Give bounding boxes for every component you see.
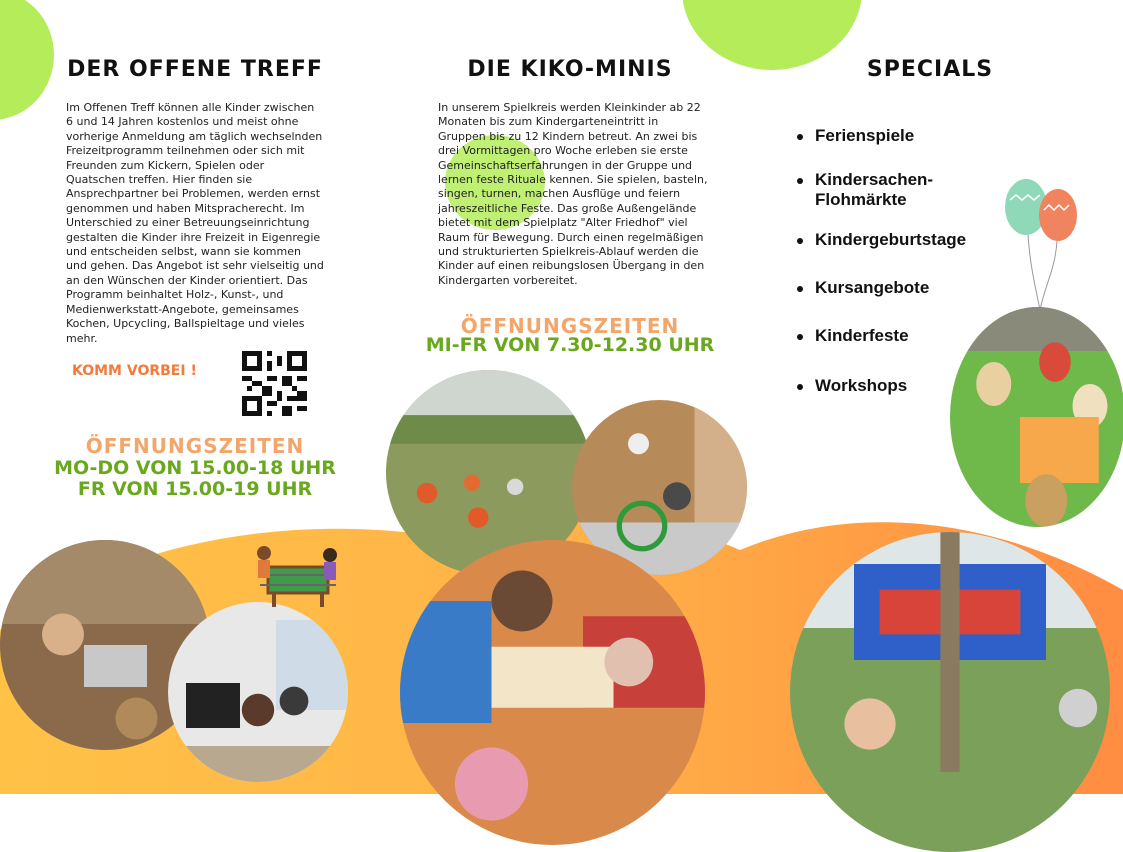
qr-code-icon [242, 351, 307, 416]
left-text: Im Offenen Treff können alle Kinder zwischen 6 und 14 Jahren kostenlos und meist ohne vorherige Anmeldung am täglich wechselnden Freizeitprogramm teilnehmen oder sich mit Freunden zum Kickern, Spielen oder Quatschen treffen. Hier finden sie Ansprechpartner bei Problemen, werden ernst genommen und haben Mitspracherecht. Im Unterschied zu einer Betreuungseinrichtung gestalten die Kinder ihre Freizeit in Eigenregie und entscheiden selbst, wann sie kommen und gehen. Das Angebot ist sehr vielseitig und an den Wünschen der Kinder orientiert. Das Programm beinhaltet Holz-, Kunst-, und Medienwerkstatt-Angebote, gemeinsames Kochen, Upcycling, Ballspieltage und vieles mehr. [66, 101, 324, 345]
specials-item: Kinderfeste [795, 326, 995, 346]
middle-heading: DIE KIKO-MINIS [467, 57, 673, 82]
specials-item: Workshops [795, 376, 995, 396]
specials-item: Kursangebote [795, 278, 995, 298]
left-hours-title: ÖFFNUNGSZEITEN [85, 434, 305, 458]
specials-item: Kindersachen-Flohmärkte [795, 170, 965, 210]
right-heading: SPECIALS [866, 57, 994, 82]
middle-hours-title: ÖFFNUNGSZEITEN [460, 314, 680, 338]
balloons-icon [1000, 175, 1085, 315]
photo-media-room [168, 602, 348, 782]
photo-kids-reading [400, 540, 705, 845]
photo-food-buffet [950, 307, 1123, 527]
left-heading: DER OFFENE TREFF [67, 57, 323, 82]
green-blob-top-left [0, 0, 54, 120]
left-hours-line1: MO-DO VON 15.00-18 UHR [54, 457, 336, 479]
specials-item: Kindergeburtstage [795, 230, 995, 250]
foosball-illustration [250, 535, 345, 610]
cta-komm-vorbei: KOMM VORBEI ! [72, 363, 197, 379]
left-hours-line2: FR VON 15.00-19 UHR [77, 478, 313, 500]
middle-hours-line1: MI-FR VON 7.30-12.30 UHR [425, 334, 715, 356]
photo-bouncy-castle [790, 532, 1110, 852]
specials-item: Ferienspiele [795, 126, 995, 146]
middle-text: In unserem Spielkreis werden Kleinkinder ab 22 Monaten bis zum Kindergarteneintritt in Gruppen bis zu 12 Kindern betreut. An zwei bis drei Vormittagen pro Woche erleben sie erste Gemeinschaftserfahrungen in der Gruppe und lernen feste Rituale kennen. Sie spielen, basteln, singen, turnen, machen Ausflüge und feiern jahreszeitliche Feste. Das große Außengelände bietet mit dem Spielplatz "Alter Friedhof" viel Raum für Bewegung. Durch einen regelmäßigen und strukturierten Spielkreis-Ablauf werden die Kinder auf einen reibungslosen Übergang in den Kindergarten vorbereitet. [438, 101, 708, 287]
